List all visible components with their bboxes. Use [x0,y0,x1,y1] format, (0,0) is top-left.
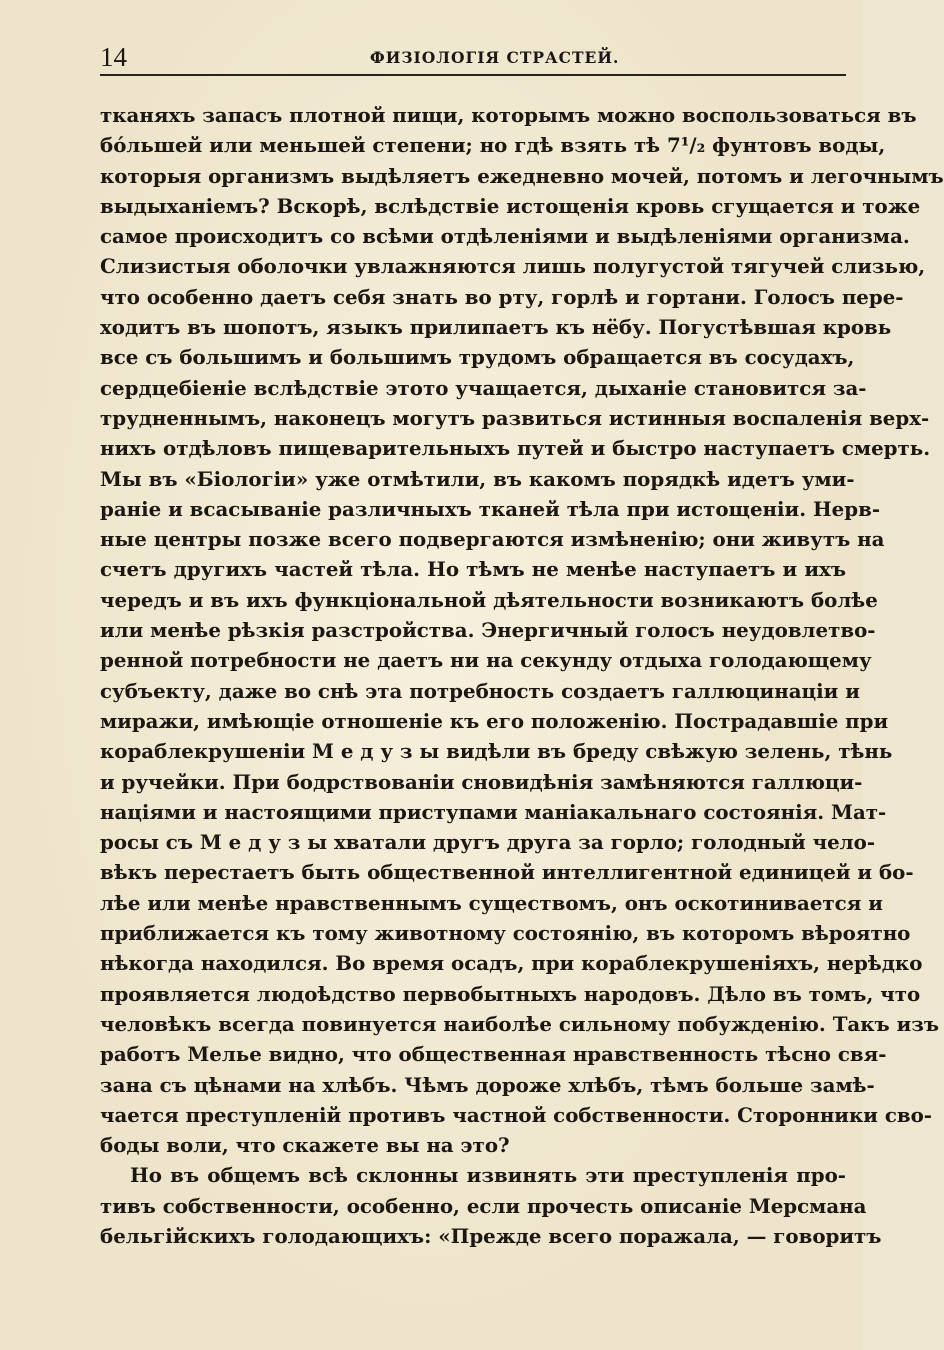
text-line: все съ большимъ и большимъ трудомъ обращается въ сосудахъ, [100,345,855,370]
running-title: ФИЗІОЛОГІЯ СТРАСТЕЙ. [370,48,620,67]
text-line: нихъ отдѣловъ пищеварительныхъ путей и быстро наступаетъ смерть. [100,436,931,461]
paragraph [100,100,944,1160]
text-line: Но въ общемъ всѣ склонны извинять эти преступленія про- [130,1163,846,1188]
page-number: 14 [100,42,127,72]
text-line: Мы въ «Біологіи» уже отмѣтили, въ какомъ порядкѣ идетъ уми- [100,466,855,491]
text-line: Слизистыя оболочки увлажняются лишь полугустой тягучей слизью, [100,254,926,279]
text-line: приближается къ тому животному состоянію, въ которомъ вѣроятно [100,921,911,946]
text-line: росы съ М е д у з ы хватали другъ друга за горло; голодный чело- [100,830,876,855]
text-line: вѣкъ перестаетъ быть общественной интеллигентной единицей и бо- [100,860,914,885]
text-line: ные центры позже всего подвергаются измѣненію; они живутъ на [100,527,885,552]
page-header [100,40,846,74]
text-line: кораблекрушеніи М е д у з ы видѣли въ бреду свѣжую зелень, тѣнь [100,739,893,764]
text-line: работъ Мелье видно, что общественная нравственность тѣсно свя- [100,1042,887,1067]
text-line: выдыханіемъ? Вскорѣ, вслѣдствіе истощенія кровь сгущается и тоже [100,193,921,218]
text-line: ходитъ въ шопотъ, языкъ прилипаетъ къ нёбу. Погустѣвшая кровь [100,315,892,340]
text-line: націями и настоящими приступами маніакальнаго состоянія. Мат- [100,799,887,824]
text-line: счетъ другихъ частей тѣла. Но тѣмъ не менѣе наступаетъ и ихъ [100,557,846,582]
text-line: нѣкогда находился. Во время осадъ, при кораблекрушеніяхъ, нерѣдко [100,951,923,976]
text-line: самое происходитъ со всѣми отдѣленіями и выдѣленіями организма. [100,224,910,249]
text-line: и ручейки. При бодрствованіи сновидѣнія замѣняются галлюци- [100,769,863,794]
paragraph [100,1160,882,1251]
text-line: боды воли, что скажете вы на это? [100,1133,510,1158]
text-line: ренной потребности не даетъ ни на секунду отдыха голодающему [100,648,872,673]
text-line: лѣе или менѣе нравственнымъ существомъ, онъ оскотинивается и [100,890,883,915]
text-line: проявляется людоѣдство первобытныхъ народовъ. Дѣло въ томъ, что [100,981,921,1006]
text-line: что особенно даетъ себя знать во рту, горлѣ и гортани. Голосъ пере- [100,284,904,309]
text-line: или менѣе рѣзкія разстройства. Энергичный голосъ неудовлетво- [100,618,876,643]
text-line: чается преступленій противъ частной собственности. Сторонники сво- [100,1102,933,1127]
text-line: бельгійскихъ голодающихъ: «Прежде всего поражала, — говоритъ [100,1223,882,1248]
text-line: субъекту, даже во снѣ эта потребность создаетъ галлюцинаціи и [100,678,860,703]
body-text [100,100,944,1251]
text-line: бóльшей или меньшей степени; но гдѣ взять тѣ 7¹/₂ фунтовъ воды, [100,133,886,158]
text-line: трудненнымъ, наконецъ могутъ развиться истинныя воспаленія верх- [100,405,930,430]
text-line: человѣкъ всегда повинуется наиболѣе сильному побужденію. Такъ изъ [100,1011,940,1036]
text-line: раніе и всасываніе различныхъ тканей тѣла при истощеніи. Нерв- [100,496,881,521]
header-rule [100,74,846,76]
text-line: тивъ собственности, особенно, если прочесть описаніе Мерсмана [100,1193,867,1218]
text-line: которыя организмъ выдѣляетъ ежедневно мочей, потомъ и легочнымъ [100,163,944,188]
text-line: тканяхъ запасъ плотной пищи, которымъ можно воспользоваться въ [100,103,917,127]
text-line: зана съ цѣнами на хлѣбъ. Чѣмъ дороже хлѣбъ, тѣмъ больше замѣ- [100,1072,875,1097]
text-line: миражи, имѣющіе отношеніе къ его положенію. Пострадавшіе при [100,708,889,733]
text-line: сердцебіеніе вслѣдствіе этото учащается, дыханіе становится за- [100,375,867,400]
text-line: чередъ и въ ихъ функціональной дѣятельности возникаютъ болѣе [100,587,878,612]
